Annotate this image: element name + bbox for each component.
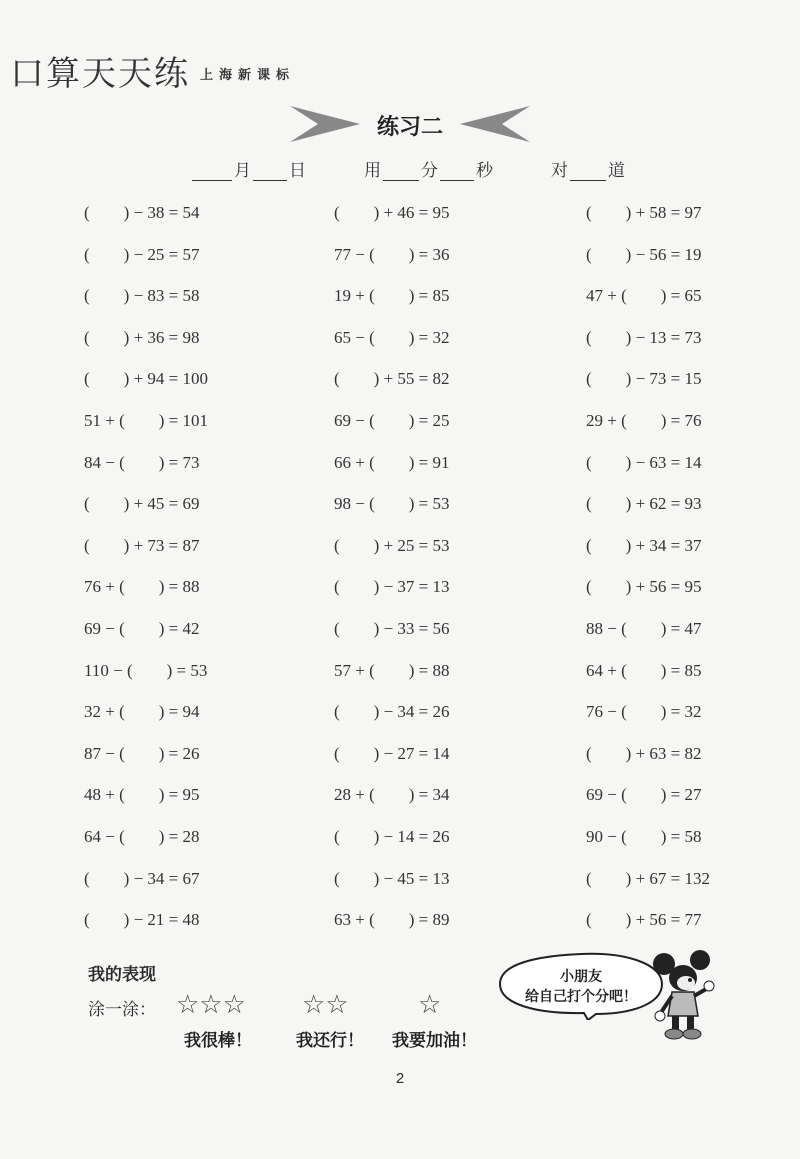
equation-item[interactable]: ( ) + 25 = 53	[334, 535, 450, 555]
equation-item[interactable]: ( ) + 67 = 132	[586, 868, 710, 888]
book-subtitle: 上海新课标	[200, 68, 296, 83]
praise-great: 我很棒！	[184, 1031, 252, 1051]
equation-item[interactable]: ( ) + 34 = 37	[586, 535, 702, 555]
equation-item[interactable]: ( ) + 63 = 82	[586, 743, 702, 763]
equation-item[interactable]: ( ) + 46 = 95	[334, 203, 450, 222]
equation-item[interactable]: ( ) − 56 = 19	[586, 244, 702, 264]
book-title: 口算天天练	[10, 54, 190, 94]
equation-item[interactable]: ( ) + 36 = 98	[84, 327, 200, 347]
day-label: 日	[289, 161, 306, 181]
equation-item[interactable]: 66 + ( ) = 91	[334, 452, 450, 472]
equation-item[interactable]: 88 − ( ) = 47	[586, 619, 702, 638]
paint-label: 涂一涂：	[88, 1000, 156, 1020]
equation-item[interactable]: 90 − ( ) = 58	[586, 827, 702, 846]
date-time-row	[190, 156, 625, 181]
equation-item[interactable]: 69 − ( ) = 42	[84, 619, 200, 638]
equation-item[interactable]: 63 + ( ) = 89	[334, 910, 450, 930]
equation-item[interactable]: ( ) + 58 = 97	[586, 203, 702, 222]
equation-item[interactable]: 47 + ( ) = 65	[586, 286, 702, 306]
equation-item[interactable]: ( ) − 45 = 13	[334, 868, 450, 888]
equation-item[interactable]: ( ) + 55 = 82	[334, 369, 450, 389]
equation-item[interactable]: 32 + ( ) = 94	[84, 702, 200, 722]
equation-item[interactable]: ( ) − 25 = 57	[84, 244, 200, 264]
equation-item[interactable]: 110 − ( ) = 53	[84, 660, 208, 680]
equation-item[interactable]: ( ) − 13 = 73	[586, 327, 702, 347]
equation-item[interactable]: ( ) + 45 = 69	[84, 494, 200, 514]
minute-blank[interactable]	[383, 164, 419, 181]
praise-ok: 我还行！	[296, 1031, 364, 1051]
equation-item[interactable]: ( ) − 34 = 26	[334, 702, 450, 722]
second-blank[interactable]	[440, 164, 474, 181]
bubble-line-1: 小朋友	[560, 969, 602, 985]
equation-item[interactable]: 84 − ( ) = 73	[84, 452, 200, 472]
page-number: 2	[395, 1070, 405, 1087]
equation-item[interactable]: 28 + ( ) = 34	[334, 785, 450, 805]
praise-more: 我要加油！	[392, 1031, 477, 1051]
equation-item[interactable]: ( ) + 73 = 87	[84, 535, 200, 555]
equation-item[interactable]: ( ) + 56 = 95	[586, 577, 702, 597]
equation-item[interactable]: 19 + ( ) = 85	[334, 286, 450, 306]
count-label: 道	[608, 161, 625, 181]
equation-item[interactable]: 98 − ( ) = 53	[334, 494, 450, 514]
equation-item[interactable]: 77 − ( ) = 36	[334, 244, 450, 264]
equation-item[interactable]: ( ) + 56 = 77	[586, 910, 702, 930]
equation-item[interactable]: ( ) + 94 = 100	[84, 369, 208, 389]
bubble-line-2: 给自己打个分吧！	[525, 989, 637, 1005]
equation-item[interactable]: 76 + ( ) = 88	[84, 577, 200, 597]
correct-label: 对	[551, 161, 568, 181]
equation-item[interactable]: ( ) − 38 = 54	[84, 203, 200, 222]
equation-item[interactable]: ( ) − 37 = 13	[334, 577, 450, 597]
performance-title: 我的表现	[88, 965, 156, 985]
equation-item[interactable]: ( ) − 21 = 48	[84, 910, 200, 930]
equation-item[interactable]: ( ) − 73 = 15	[586, 369, 702, 389]
day-blank[interactable]	[253, 164, 287, 181]
equation-item[interactable]: ( ) − 34 = 67	[84, 868, 200, 888]
equation-item[interactable]: 48 + ( ) = 95	[84, 785, 200, 805]
equation-item[interactable]: 64 − ( ) = 28	[84, 827, 200, 846]
equation-item[interactable]: 69 − ( ) = 25	[334, 411, 450, 430]
equation-item[interactable]: ( ) − 83 = 58	[84, 286, 200, 306]
equation-item[interactable]: ( ) − 14 = 26	[334, 827, 450, 846]
three-stars-icon[interactable]: ☆☆☆	[176, 990, 246, 1019]
minute-label: 分	[421, 161, 438, 181]
equation-item[interactable]: ( ) + 62 = 93	[586, 494, 702, 514]
month-label: 月	[234, 161, 251, 181]
one-star-icon[interactable]: ☆	[418, 990, 442, 1019]
mouse-mascot-icon	[650, 950, 716, 1040]
exercise-banner	[290, 106, 530, 142]
two-stars-icon[interactable]: ☆☆	[302, 990, 349, 1019]
exercise-title: 练习二	[376, 115, 443, 140]
equation-item[interactable]: 29 + ( ) = 76	[586, 411, 702, 430]
equation-item[interactable]: 76 − ( ) = 32	[586, 702, 702, 722]
second-label: 秒	[476, 161, 493, 181]
equation-item[interactable]: 64 + ( ) = 85	[586, 660, 702, 680]
correct-blank[interactable]	[570, 164, 606, 181]
equation-item[interactable]: 87 − ( ) = 26	[84, 743, 200, 763]
equation-item[interactable]: 51 + ( ) = 101	[84, 411, 208, 430]
equation-item[interactable]: 57 + ( ) = 88	[334, 660, 450, 680]
equation-item[interactable]: 65 − ( ) = 32	[334, 327, 450, 347]
equation-item[interactable]: 69 − ( ) = 27	[586, 785, 702, 805]
use-label: 用	[364, 161, 381, 181]
equation-item[interactable]: ( ) − 27 = 14	[334, 743, 450, 763]
equation-item[interactable]: ( ) − 63 = 14	[586, 452, 702, 472]
equation-item[interactable]: ( ) − 33 = 56	[334, 619, 450, 638]
month-blank[interactable]	[192, 164, 232, 181]
